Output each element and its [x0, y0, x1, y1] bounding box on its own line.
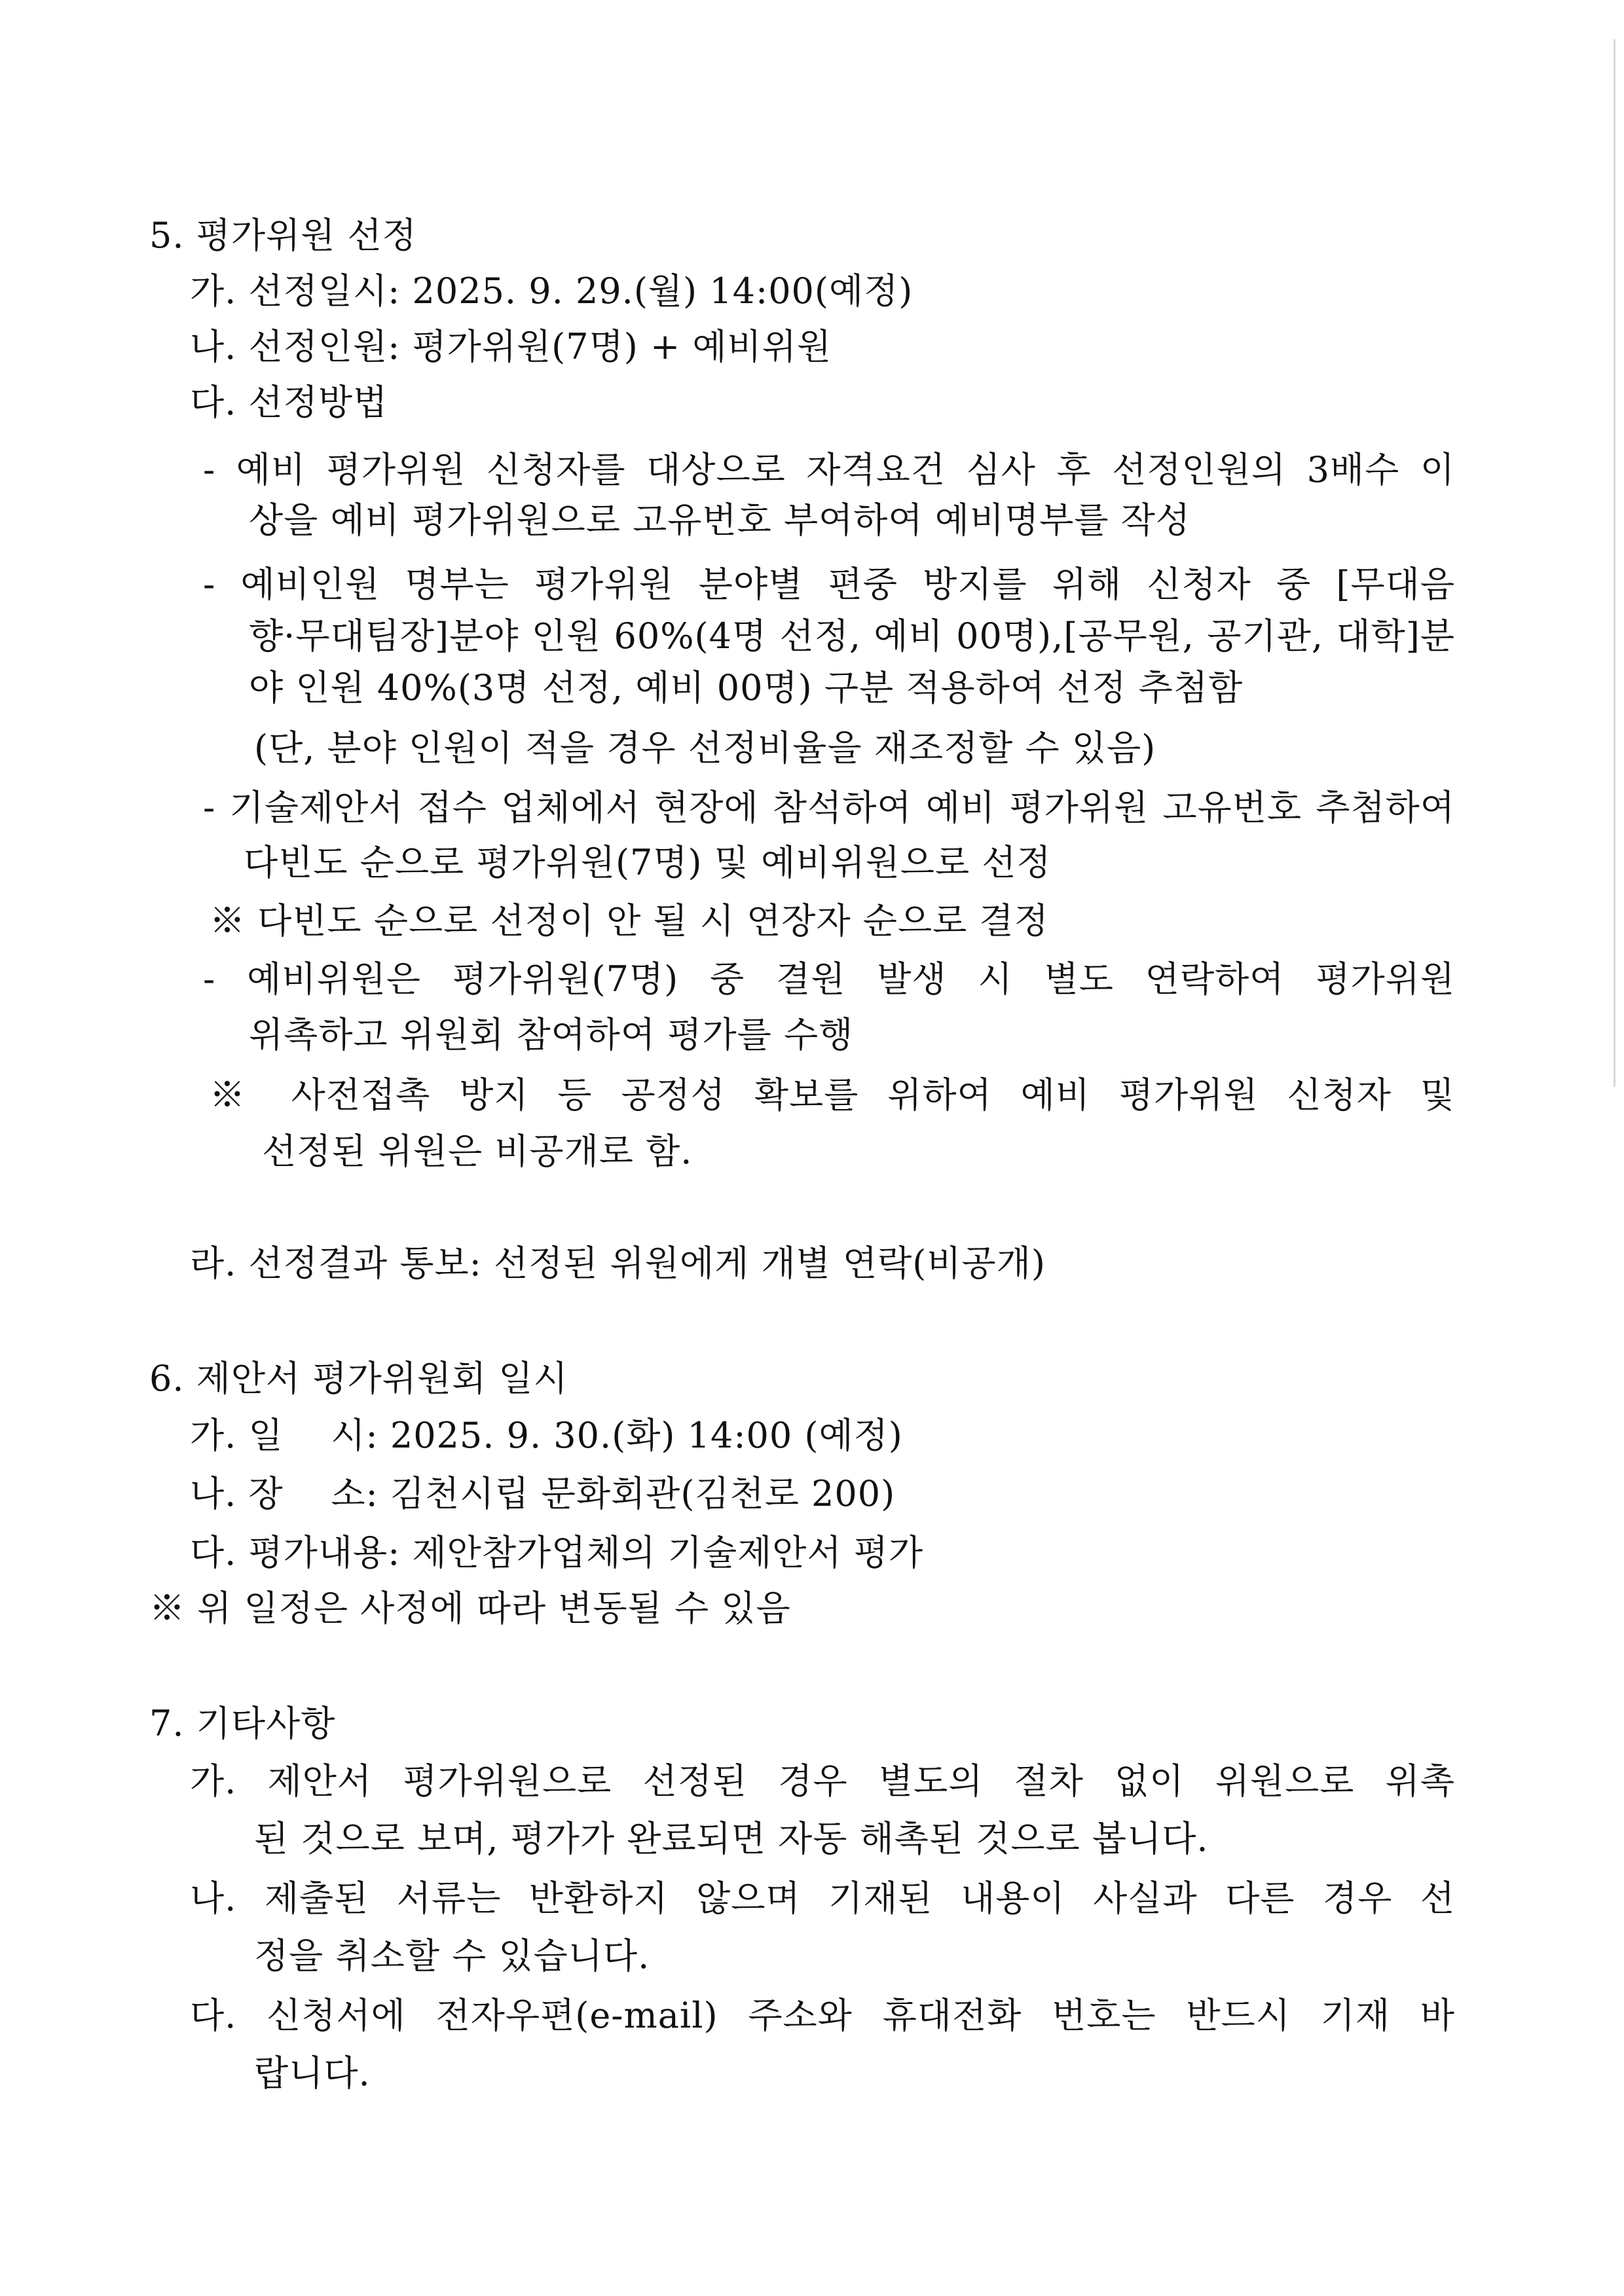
selection-method-note-2-line-1: ※ 사전접촉 방지 등 공정성 확보를 위하여 예비 평가위원 신청자 및 [210, 1074, 1455, 1116]
section-7-item-ga-line-2: 된 것으로 보며, 평가가 완료되면 자동 해촉된 것으로 봅니다. [254, 1818, 1209, 1859]
selection-method-bullet-2-line-1: - 예비인원 명부는 평가위원 분야별 편중 방지를 위해 신청자 중 [무대음 [203, 564, 1455, 605]
selection-method-bullet-2-line-4: (단, 분야 인원이 적을 경우 선정비율을 재조정할 수 있음) [254, 727, 1156, 769]
section-5-item-ra: 라. 선정결과 통보: 선정된 위원에게 개별 연락(비공개) [190, 1243, 1046, 1284]
selection-method-bullet-4-line-1: - 예비위원은 평가위원(7명) 중 결원 발생 시 별도 연락하여 평가위원 [203, 958, 1455, 1000]
selection-method-bullet-2-line-2: 향·무대팀장]분야 인원 60%(4명 선정, 예비 00명),[공무원, 공기관, 대학]분 [249, 615, 1455, 657]
selection-method-bullet-4-line-2: 위촉하고 위원회 참여하여 평가를 수행 [249, 1014, 854, 1055]
section-5-heading: 5. 평가위원 선정 [149, 215, 417, 256]
section-5-item-na: 나. 선정인원: 평가위원(7명) + 예비위원 [190, 326, 832, 367]
selection-method-bullet-2-line-3: 야 인원 40%(3명 선정, 예비 00명) 구분 적용하여 선정 추첨함 [249, 667, 1244, 708]
section-7-item-da-line-1: 다. 신청서에 전자우편(e-mail) 주소와 휴대전화 번호는 반드시 기재 바 [190, 1995, 1455, 2036]
section-5-item-da: 다. 선정방법 [190, 382, 388, 423]
selection-method-bullet-1-line-1: - 예비 평가위원 신청자를 대상으로 자격요건 심사 후 선정인원의 3배수 이 [203, 449, 1455, 490]
scan-edge-line [1614, 39, 1615, 1087]
selection-method-bullet-3-line-1: - 기술제안서 접수 업체에서 현장에 참석하여 예비 평가위원 고유번호 추첨하여 [203, 787, 1455, 828]
section-5-item-ga: 가. 선정일시: 2025. 9. 29.(월) 14:00(예정) [190, 270, 913, 312]
selection-method-note-2-line-2: 선정된 위원은 비공개로 함. [262, 1131, 693, 1172]
section-7-item-ga-line-1: 가. 제안서 평가위원으로 선정된 경우 별도의 절차 없이 위원으로 위촉 [190, 1760, 1455, 1802]
section-7-item-na-line-2: 정을 취소할 수 있습니다. [254, 1935, 650, 1977]
section-7-item-da-line-2: 랍니다. [254, 2052, 371, 2094]
section-6-item-na: 나. 장 소: 김천시립 문화회관(김천로 200) [190, 1473, 896, 1514]
section-6-item-da: 다. 평가내용: 제안참가업체의 기술제안서 평가 [190, 1532, 924, 1573]
section-6-item-ga: 가. 일 시: 2025. 9. 30.(화) 14:00 (예정) [190, 1415, 903, 1456]
selection-method-note-1: ※ 다빈도 순으로 선정이 안 될 시 연장자 순으로 결정 [210, 900, 1049, 941]
section-7-heading: 7. 기타사항 [149, 1703, 336, 1744]
section-7-item-na-line-1: 나. 제출된 서류는 반환하지 않으며 기재된 내용이 사실과 다른 경우 선 [190, 1878, 1455, 1919]
selection-method-bullet-3-line-2: 다빈도 순으로 평가위원(7명) 및 예비위원으로 선정 [244, 842, 1052, 883]
section-6-heading: 6. 제안서 평가위원회 일시 [149, 1358, 568, 1399]
section-6-note: ※ 위 일정은 사정에 따라 변동될 수 있음 [149, 1588, 791, 1629]
selection-method-bullet-1-line-2: 상을 예비 평가위원으로 고유번호 부여하여 예비명부를 작성 [249, 500, 1191, 541]
